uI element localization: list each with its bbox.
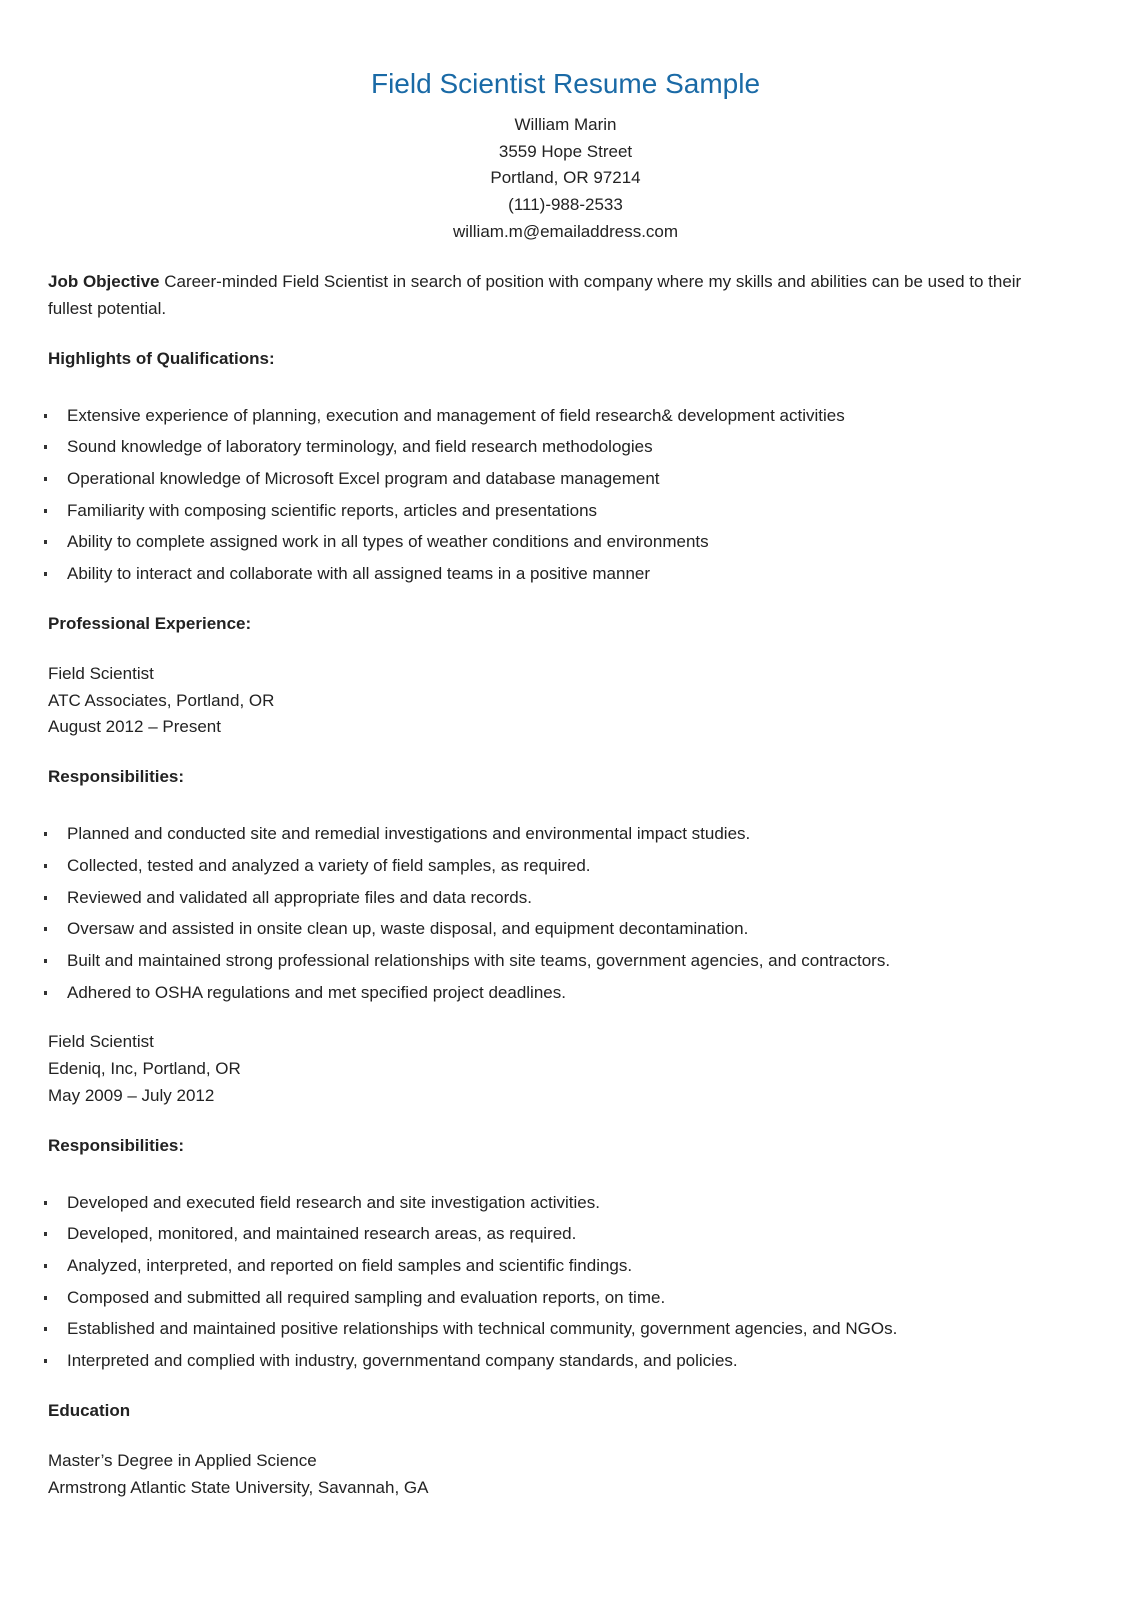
list-item — [48, 945, 1088, 977]
contact-street: 3559 Hope Street — [498, 141, 633, 161]
bullet-icon — [44, 1264, 47, 1268]
list-item-text: Planned and conducted site and remedial investigations and environmental impact studies. — [67, 824, 751, 844]
bullet-icon — [44, 414, 47, 418]
list-item — [48, 1345, 1088, 1377]
list-item — [48, 558, 1088, 590]
list-item-text: Oversaw and assisted in onsite clean up, waste disposal, and equipment decontamination. — [67, 919, 749, 939]
list-item — [48, 850, 1088, 882]
bullet-icon — [44, 832, 47, 836]
contact-city: Portland, OR 97214 — [490, 168, 641, 188]
job-company: ATC Associates, Portland, OR — [48, 690, 275, 710]
list-item — [48, 977, 1088, 1009]
responsibilities-list — [48, 818, 1088, 1008]
list-item-text: Reviewed and validated all appropriate files and data records. — [67, 887, 532, 907]
list-item-text: Interpreted and complied with industry, governmentand company standards, and policies. — [67, 1350, 738, 1370]
list-item — [48, 463, 1088, 495]
list-item-text: Built and maintained strong professional relationships with site teams, government agencies, and contractors. — [67, 950, 891, 970]
contact-name: William Marin — [514, 115, 617, 134]
list-item-text: Extensive experience of planning, execution and management of field research& development activities — [67, 405, 845, 425]
education-heading: Education — [48, 1400, 131, 1420]
job-objective — [48, 269, 1088, 322]
job-title: Field Scientist — [48, 663, 154, 683]
experience-heading: Professional Experience: — [48, 613, 252, 633]
list-item-text: Established and maintained positive relationships with technical community, government agencies, and NGOs. — [67, 1319, 898, 1339]
job-2 — [48, 1029, 1088, 1109]
list-item-text: Composed and submitted all required sampling and evaluation reports, on time. — [67, 1287, 666, 1307]
list-item-text: Analyzed, interpreted, and reported on field samples and scientific findings. — [67, 1255, 633, 1275]
bullet-icon — [44, 477, 47, 481]
list-item — [48, 1282, 1088, 1314]
list-item — [48, 818, 1088, 850]
job-company: Edeniq, Inc, Portland, OR — [48, 1058, 241, 1078]
list-item — [48, 400, 1088, 432]
job-title: Field Scientist — [48, 1032, 154, 1052]
bullet-icon — [44, 445, 47, 449]
list-item — [48, 1250, 1088, 1282]
resume-body — [48, 269, 1088, 1525]
bullet-icon — [44, 1296, 47, 1300]
list-item-text: Developed, monitored, and maintained research areas, as required. — [67, 1224, 577, 1244]
list-item-text: Developed and executed field research and site investigation activities. — [67, 1192, 600, 1212]
education-entry — [48, 1448, 1088, 1501]
list-item — [48, 1187, 1088, 1219]
highlights-list — [48, 400, 1088, 590]
highlights-heading: Highlights of Qualifications: — [48, 348, 275, 368]
objective-text-cont: fullest potential. — [48, 298, 167, 318]
list-item-text: Collected, tested and analyzed a variety of field samples, as required. — [67, 855, 591, 875]
contact-phone: (111)-988-2533 — [508, 195, 623, 215]
bullet-icon — [44, 959, 47, 963]
bullet-icon — [44, 896, 47, 900]
list-item-text: Adhered to OSHA regulations and met specified project deadlines. — [67, 982, 566, 1002]
list-item-text: Familiarity with composing scientific reports, articles and presentations — [67, 500, 598, 520]
bullet-icon — [44, 927, 47, 931]
bullet-icon — [44, 572, 47, 576]
bullet-icon — [44, 1359, 47, 1363]
list-item — [48, 1313, 1088, 1345]
job-dates: August 2012 – Present — [48, 717, 221, 737]
list-item — [48, 431, 1088, 463]
objective-label: Job Objective — [48, 272, 160, 291]
list-item — [48, 1218, 1088, 1250]
bullet-icon — [44, 509, 47, 513]
list-item — [48, 882, 1088, 914]
page-title: Field Scientist Resume Sample — [370, 68, 761, 99]
education-degree: Master’s Degree in Applied Science — [48, 1450, 317, 1470]
list-item — [48, 913, 1088, 945]
responsibilities-heading: Responsibilities: — [48, 767, 185, 787]
bullet-icon — [44, 1232, 47, 1236]
list-item — [48, 495, 1088, 527]
bullet-icon — [44, 1201, 47, 1205]
job-dates: May 2009 – July 2012 — [48, 1085, 215, 1105]
responsibilities-list — [48, 1187, 1088, 1377]
education-school: Armstrong Atlantic State University, Savannah, GA — [48, 1477, 429, 1497]
bullet-icon — [44, 864, 47, 868]
job-1 — [48, 661, 1088, 741]
list-item-text: Ability to complete assigned work in all types of weather conditions and environments — [67, 532, 709, 552]
list-item-text: Ability to interact and collaborate with all assigned teams in a positive manner — [67, 564, 651, 583]
bullet-icon — [44, 1327, 47, 1331]
bullet-icon — [44, 540, 47, 544]
contact-email: william.m@emailaddress.com — [452, 221, 679, 241]
list-item-text: Operational knowledge of Microsoft Excel program and database management — [67, 468, 660, 488]
list-item — [48, 526, 1088, 558]
objective-text: Career-minded Field Scientist in search of position with company where my skills and abilities can be used to their — [159, 272, 1022, 291]
list-item-text: Sound knowledge of laboratory terminology, and field research methodologies — [67, 437, 653, 457]
responsibilities-heading: Responsibilities: — [48, 1135, 185, 1155]
bullet-icon — [44, 991, 47, 995]
contact-info — [0, 112, 1131, 245]
